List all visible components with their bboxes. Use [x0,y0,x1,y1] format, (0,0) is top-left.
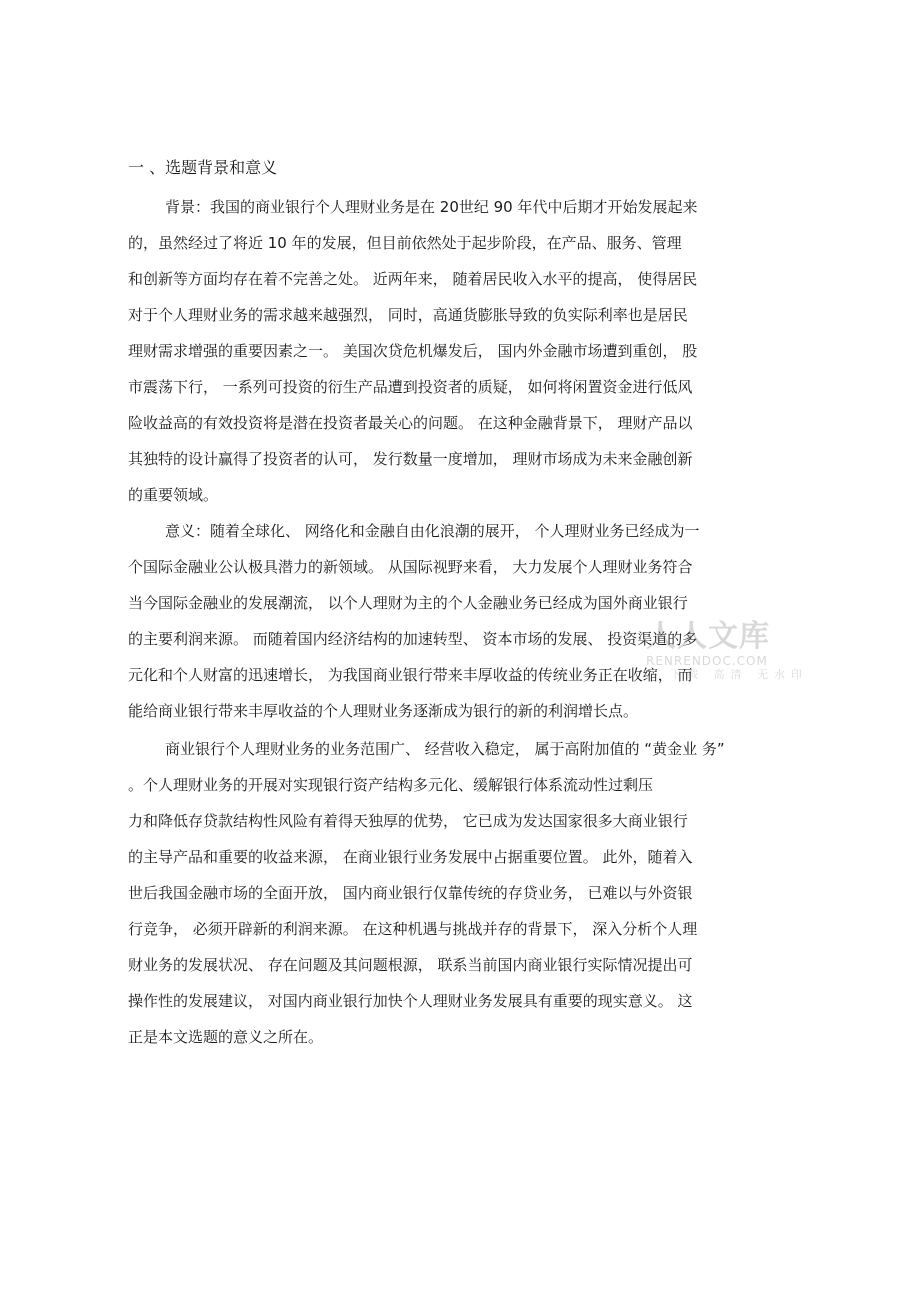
paragraph-line: 的主要利润来源。 而随着国内经济结构的加速转型、 资本市场的发展、 投资渠道的多 [128,630,698,648]
paragraph-line: 正是本文选题的意义之所在。 [128,1028,324,1046]
paragraph-line: 元化和个人财富的迅速增长， 为我国商业银行带来丰厚收益的传统业务正在收缩， 而 [128,666,693,684]
paragraph-line: 市震荡下行， 一系列可投资的衍生产品遭到投资者的质疑， 如何将闲置资金进行低风 [128,378,693,396]
watermark-tagline: 下载 高清 无水印 [670,668,808,681]
paragraph-line: 背景：我国的商业银行个人理财业务是在 20世纪 90 年代中后期才开始发展起来 [165,198,698,216]
paragraph-line: 当今国际金融业的发展潮流， 以个人理财为主的个人金融业务已经成为国外商业银行 [128,594,688,612]
watermark-url: RENRENDOC.COM [646,654,768,668]
watermark-logo [646,620,808,682]
paragraph-line: 理财需求增强的重要因素之一。 美国次贷危机爆发后， 国内外金融市场遭到重创， 股 [128,342,698,360]
paragraph-line: 操作性的发展建议， 对国内商业银行加快个人理财业务发展具有重要的现实意义。 这 [128,992,693,1010]
paragraph-line: 的，虽然经过了将近 10 年的发展，但目前依然处于起步阶段，在产品、服务、管理 [128,234,682,252]
paragraph-line: 的重要领域。 [128,486,219,504]
paragraph-line: 财业务的发展状况、 存在问题及其问题根源， 联系当前国内商业银行实际情况提出可 [128,956,693,974]
paragraph-line: 能给商业银行带来丰厚收益的个人理财业务逐渐成为银行的新的利润增长点。 [128,702,639,720]
paragraph-line: 个国际金融业公认极具潜力的新领域。 从国际视野来看， 大力发展个人理财业务符合 [128,558,693,576]
paragraph-line: 和创新等方面均存在着不完善之处。 近两年来， 随着居民收入水平的提高， 使得居民 [128,270,698,288]
paragraph-line: 险收益高的有效投资将是潜在投资者最关心的问题。 在这种金融背景下， 理财产品以 [128,414,693,432]
paragraph-line: 商业银行个人理财业务的业务范围广、 经营收入稳定， 属于高附加值的 “黄金业 务” [165,740,725,758]
paragraph-line: 。个人理财业务的开展对实现银行资产结构多元化、缓解银行体系流动性过剩压 [128,776,654,794]
paragraph-line: 对于个人理财业务的需求越来越强烈， 同时，高通货膨胀导致的负实际利率也是居民 [128,306,688,324]
paragraph-line: 意义：随着全球化、 网络化和金融自由化浪潮的展开， 个人理财业务已经成为一 [165,522,700,540]
paragraph-line: 的主导产品和重要的收益来源， 在商业银行业务发展中占据重要位置。 此外，随着入 [128,848,693,866]
paragraph-line: 行竞争， 必须开辟新的利润来源。 在这种机遇与挑战并存的背景下， 深入分析个人理 [128,920,698,938]
paragraph-line: 其独特的设计赢得了投资者的认可， 发行数量一度增加， 理财市场成为未来金融创新 [128,450,693,468]
watermark-logo-text: 人人文库 [646,619,770,654]
paragraph-line: 力和降低存贷款结构性风险有着得天独厚的优势， 它已成为发达国家很多大商业银行 [128,812,688,830]
section-heading: 一 、选题背景和意义 [128,158,278,177]
paragraph-line: 世后我国金融市场的全面开放， 国内商业银行仅靠传统的存贷业务， 已难以与外资银 [128,884,693,902]
